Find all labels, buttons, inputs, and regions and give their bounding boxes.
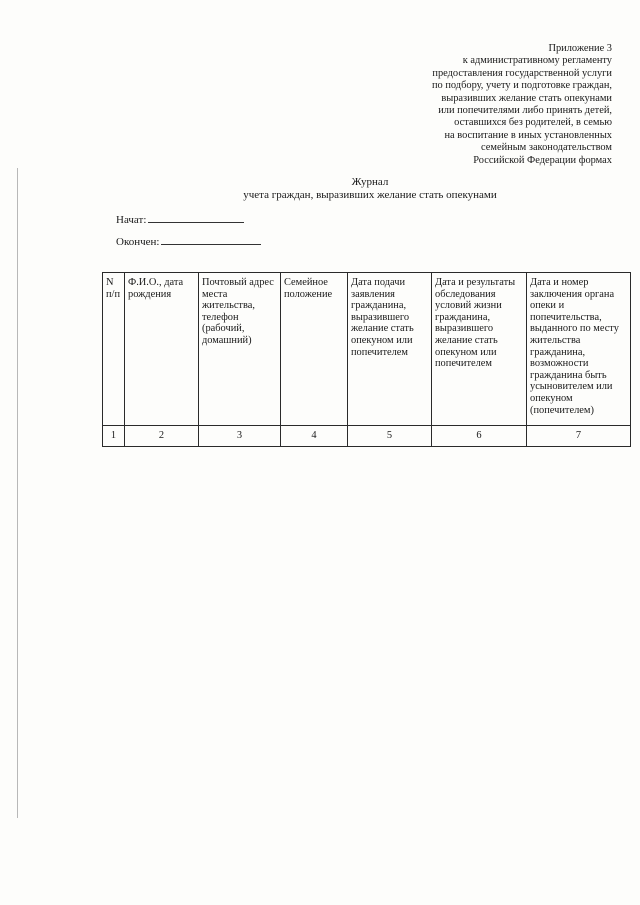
start-field <box>116 213 244 226</box>
appendix-line: выразивших желание стать опекунами <box>441 92 612 104</box>
appendix-line: по подбору, учету и подготовке граждан, <box>432 80 612 92</box>
table-header-row <box>103 273 631 426</box>
register-table <box>102 272 631 447</box>
end-field <box>116 235 261 248</box>
header-cell: Семейное положение <box>281 273 348 426</box>
column-number: 7 <box>527 426 631 447</box>
appendix-line: Приложение 3 <box>548 43 612 54</box>
start-blank-line <box>148 213 244 223</box>
header-cell: Дата и результаты обследования условий жизни гражданина, выразившего желание стать опекуном или попечителем <box>432 273 527 426</box>
column-number: 6 <box>432 426 527 447</box>
header-cell: Дата подачи заявления гражданина, выразившего желание стать опекуном или попечителем <box>348 273 432 426</box>
column-number: 1 <box>103 426 125 447</box>
page-margin-line <box>17 168 18 818</box>
journal-heading <box>0 176 640 202</box>
header-cell: Почтовый адрес места жительства, телефон (рабочий, домашний) <box>199 273 281 426</box>
column-number: 3 <box>199 426 281 447</box>
end-label: Окончен: <box>116 236 160 248</box>
appendix-header <box>372 43 612 167</box>
appendix-line: Российской Федерации формах <box>473 154 612 166</box>
journal-subtitle: учета граждан, выразивших желание стать опекунами <box>243 189 497 201</box>
start-label: Начат: <box>116 214 147 226</box>
header-cell: Дата и номер заключения органа опеки и попечительства, выданного по месту жительства гражданина, возможности гражданина быть усыновителем или опекуном (попечителем) <box>527 273 631 426</box>
appendix-line: на воспитание в иных установленных <box>444 129 612 141</box>
appendix-line: предоставления государственной услуги <box>432 67 612 79</box>
appendix-line: или попечителями либо принять детей, <box>438 105 612 117</box>
column-number: 4 <box>281 426 348 447</box>
table-number-row <box>103 426 631 447</box>
header-cell: Ф.И.О., дата рождения <box>125 273 199 426</box>
appendix-line: семейным законодательством <box>481 142 612 154</box>
journal-title: Журнал <box>351 176 389 188</box>
end-blank-line <box>161 235 261 245</box>
header-cell: N п/п <box>103 273 125 426</box>
appendix-line: к административному регламенту <box>462 55 612 67</box>
column-number: 5 <box>348 426 432 447</box>
column-number: 2 <box>125 426 199 447</box>
appendix-line: оставшихся без родителей, в семью <box>454 117 612 129</box>
